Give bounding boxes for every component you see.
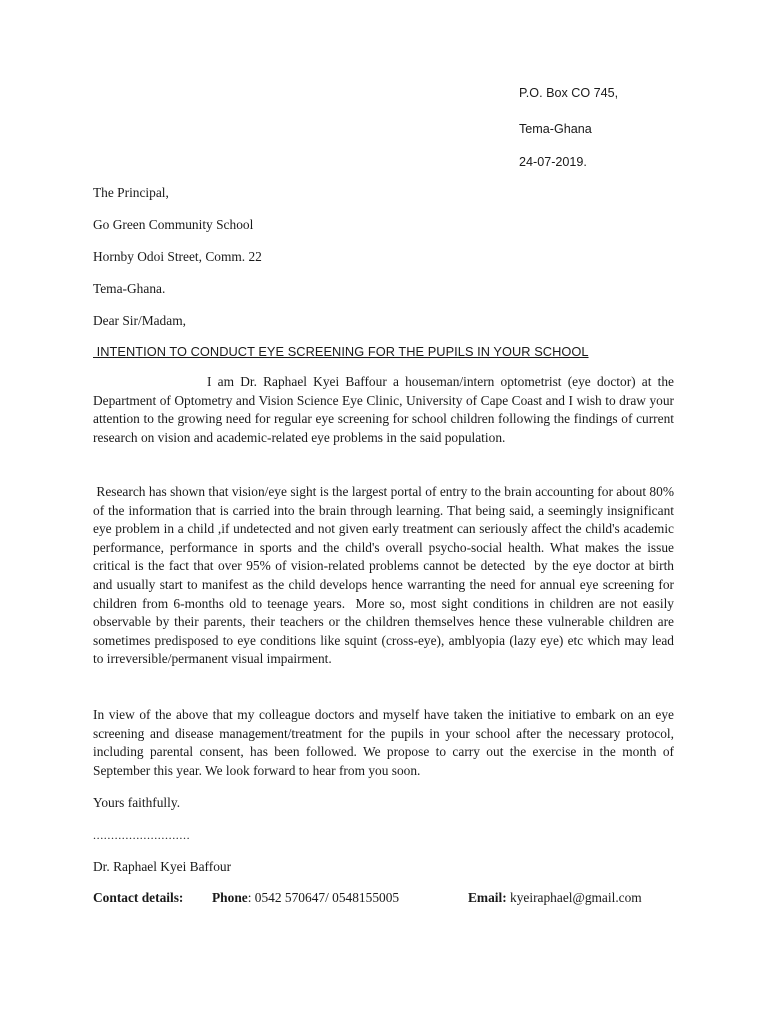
contact-details (93, 890, 683, 906)
recipient-title: The Principal, (93, 185, 169, 200)
subject-line: INTENTION TO CONDUCT EYE SCREENING FOR THE PUPILS IN YOUR SCHOOL (93, 344, 589, 359)
recipient-city: Tema-Ghana. (93, 281, 166, 296)
email-block (468, 890, 642, 906)
sender-city: Tema-Ghana (519, 122, 592, 136)
recipient-street: Hornby Odoi Street, Comm. 22 (93, 249, 262, 264)
contact-label: Contact details: (93, 890, 184, 905)
salutation: Dear Sir/Madam, (93, 313, 186, 328)
closing: Yours faithfully. (93, 795, 181, 810)
body-paragraph-1: I am Dr. Raphael Kyei Baffour a houseman/intern optometrist (eye doctor) at the Department of Optometry and Vision Science Eye Clinic, University of Cape Coast and I wish to draw your attention to the growing need for regular eye screening for school children following the findings of current research on vision and academic-related eye problems in the said population. (93, 374, 674, 445)
body-paragraph-2: Research has shown that vision/eye sight is the largest portal of entry to the brain accounting for about 80% of the information that is carried into the brain through learning. That being said, a seemingly insignificant eye problem in a child ,if undetected and not given early treatment can seriously affect the child's academic performance, performance in sports and the child's overall psycho-social health. What makes the issue critical is the fact that over 95% of vision-related problems cannot be detected by the eye doctor at birth and usually start to manifest as the child develops hence warranting the need for annual eye screening for children from 6-months old to teenage years. More so, most sight conditions in children are not easily observable by their parents, their teachers or the children themselves hence these vulnerable children are sometimes predisposed to eye conditions like squint (cross-eye), amblyopia (lazy eye) etc which may lead to irreversible/permanent visual impairment. (93, 484, 678, 667)
phone-label: Phone (212, 890, 248, 905)
phone-block (212, 890, 399, 906)
email-address: kyeiraphael@gmail.com (506, 890, 642, 905)
signature-line: ........................... (93, 828, 191, 842)
phone-numbers: : 0542 570647/ 0548155005 (247, 890, 400, 905)
sender-po-box: P.O. Box CO 745, (519, 86, 619, 100)
email-label: Email: (468, 890, 507, 905)
body-paragraph-3: In view of the above that my colleague doctors and myself have taken the initiative to embark on an eye screening and disease management/treatment for the pupils in your school after the necessary protocol, including parental consent, has been followed. We propose to carry out the exercise in the month of September this year. We look forward to hear from you soon. (93, 707, 674, 778)
letter-date: 24-07-2019. (519, 155, 587, 169)
recipient-school: Go Green Community School (93, 217, 254, 232)
signer-name: Dr. Raphael Kyei Baffour (93, 859, 232, 874)
